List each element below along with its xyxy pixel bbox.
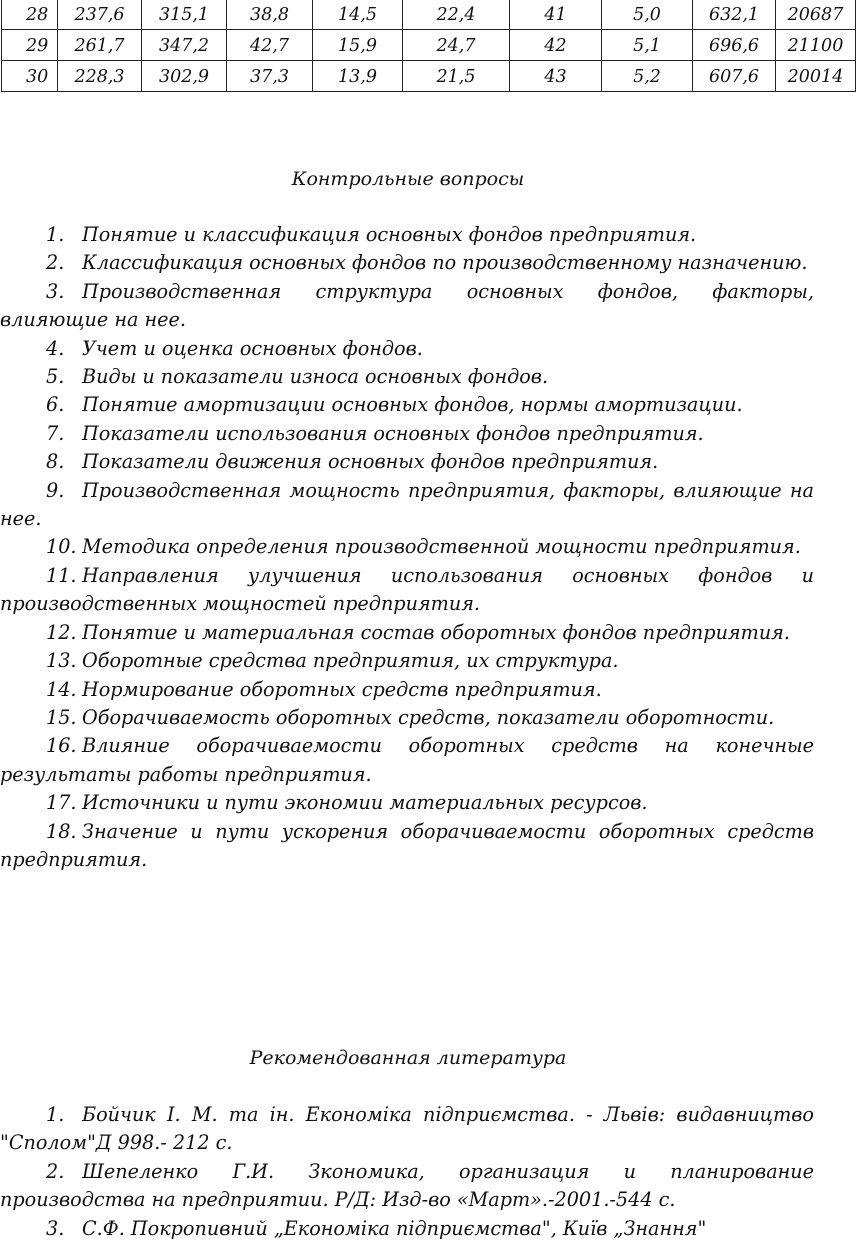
item-text: Направления улучшения использования основных фондов и производственных мощностей предприятия. [0, 563, 814, 616]
item-number: 18. [46, 819, 77, 843]
literature-item [0, 1215, 814, 1243]
table-cell: 228,3 [58, 61, 142, 92]
table-row [2, 0, 856, 30]
question-item [0, 249, 814, 277]
table-row [2, 30, 856, 61]
item-number: 3. [46, 1216, 65, 1240]
question-item [0, 676, 814, 704]
table-cell: 632,1 [693, 0, 776, 30]
question-item [0, 448, 814, 476]
literature-item [0, 1101, 814, 1158]
table-row [2, 61, 856, 92]
item-number: 4. [46, 336, 65, 360]
item-text: Показатели использования основных фондов предприятия. [82, 421, 704, 445]
table-cell: 20014 [776, 61, 856, 92]
table-cell: 41 [510, 0, 602, 30]
table-cell: 315,1 [142, 0, 227, 30]
table-cell: 42,7 [227, 30, 313, 61]
item-text: Классификация основных фондов по производственному назначению. [82, 251, 808, 275]
item-text: Учет и оценка основных фондов. [82, 336, 423, 360]
item-text: Нормирование оборотных средств предприятия. [82, 677, 602, 701]
item-number: 5. [46, 365, 65, 389]
item-number: 11. [46, 563, 77, 587]
literature-item [0, 1158, 814, 1215]
item-text: Понятие амортизации основных фондов, нормы амортизации. [82, 393, 743, 417]
item-text: Показатели движения основных фондов предприятия. [82, 450, 659, 474]
question-item [0, 420, 814, 448]
table-body [2, 0, 856, 92]
table-cell: 237,6 [58, 0, 142, 30]
item-text: Виды и показатели износа основных фондов. [82, 365, 549, 389]
question-item [0, 335, 814, 363]
item-text: Производственная структура основных фондов, факторы, влияющие на нее. [0, 279, 814, 332]
question-item [0, 647, 814, 675]
item-text: Производственная мощность предприятия, факторы, влияющие на нее. [0, 478, 814, 531]
item-number: 7. [46, 421, 65, 445]
table-cell: 24,7 [403, 30, 510, 61]
table-cell: 42 [510, 30, 602, 61]
item-text: Влияние оборачиваемости оборотных средств на конечные результаты работы предприятия. [0, 734, 814, 786]
table-cell: 21,5 [403, 61, 510, 92]
item-number: 2. [46, 1159, 65, 1183]
table-cell: 21100 [776, 30, 856, 61]
question-item [0, 477, 814, 534]
table-cell: 696,6 [693, 30, 776, 61]
item-number: 9. [46, 478, 65, 502]
item-text: Бойчик І. М. та ін. Економіка підприємства. - Львів: видавництво "Сполом"Д 998.- 212 с. [0, 1103, 814, 1155]
item-number: 3. [46, 279, 65, 303]
question-item [0, 619, 814, 647]
item-text: С.Ф. Покропивний „Економіка підприємства", Київ „Знання" [82, 1216, 707, 1240]
literature-list [0, 1101, 814, 1243]
item-number: 8. [46, 450, 65, 474]
item-number: 17. [46, 791, 77, 815]
question-item [0, 818, 814, 875]
item-number: 12. [46, 620, 77, 644]
table-cell: 15,9 [313, 30, 403, 61]
question-item [0, 704, 814, 732]
item-text: Источники и пути экономии материальных ресурсов. [82, 791, 648, 815]
item-text: Понятие и материальная состав оборотных фондов предприятия. [82, 620, 790, 644]
table-cell: 43 [510, 61, 602, 92]
questions-list [0, 221, 814, 874]
question-item [0, 391, 814, 419]
item-text: Оборачиваемость оборотных средств, показатели оборотности. [82, 705, 775, 729]
table-cell: 607,6 [693, 61, 776, 92]
literature-heading: Рекомендованная литература [249, 1047, 567, 1069]
table-cell: 5,1 [602, 30, 693, 61]
table-cell: 5,2 [602, 61, 693, 92]
item-text: Методика определения производственной мощности предприятия. [82, 535, 801, 559]
table-cell: 14,5 [313, 0, 403, 30]
item-number: 16. [46, 734, 77, 758]
item-number: 13. [46, 649, 77, 673]
item-number: 15. [46, 705, 77, 729]
item-text: Понятие и классификация основных фондов предприятия. [82, 223, 697, 246]
questions-heading: Контрольные вопросы [291, 168, 525, 190]
item-text: Оборотные средства предприятия, их структура. [82, 649, 619, 673]
item-number: 6. [46, 393, 65, 417]
table-cell: 30 [2, 61, 58, 92]
table-cell: 22,4 [403, 0, 510, 30]
question-item [0, 533, 814, 561]
table-cell: 37,3 [227, 61, 313, 92]
table-cell: 38,8 [227, 0, 313, 30]
question-item [0, 363, 814, 391]
table-cell: 29 [2, 30, 58, 61]
data-table [1, 0, 856, 92]
item-number: 10. [46, 535, 77, 559]
item-number: 1. [46, 223, 65, 246]
item-number: 1. [46, 1103, 65, 1126]
question-item [0, 278, 814, 335]
table-cell: 347,2 [142, 30, 227, 61]
table-cell: 13,9 [313, 61, 403, 92]
table-cell: 302,9 [142, 61, 227, 92]
table-cell: 5,0 [602, 0, 693, 30]
item-text: Шепеленко Г.И. Зкономика, организация и планирование производства на предприятии. Р/Д: Изд-во «Март».-2001.-544 с. [0, 1159, 814, 1212]
item-text: Значение и пути ускорения оборачиваемости оборотных средств предприятия. [0, 819, 814, 871]
item-number: 14. [46, 677, 77, 701]
question-item [0, 562, 814, 619]
question-item [0, 732, 814, 789]
table-cell: 28 [2, 0, 58, 30]
table-cell: 261,7 [58, 30, 142, 61]
table-cell: 20687 [776, 0, 856, 30]
question-item [0, 789, 814, 817]
item-number: 2. [46, 251, 65, 275]
question-item [0, 221, 814, 249]
